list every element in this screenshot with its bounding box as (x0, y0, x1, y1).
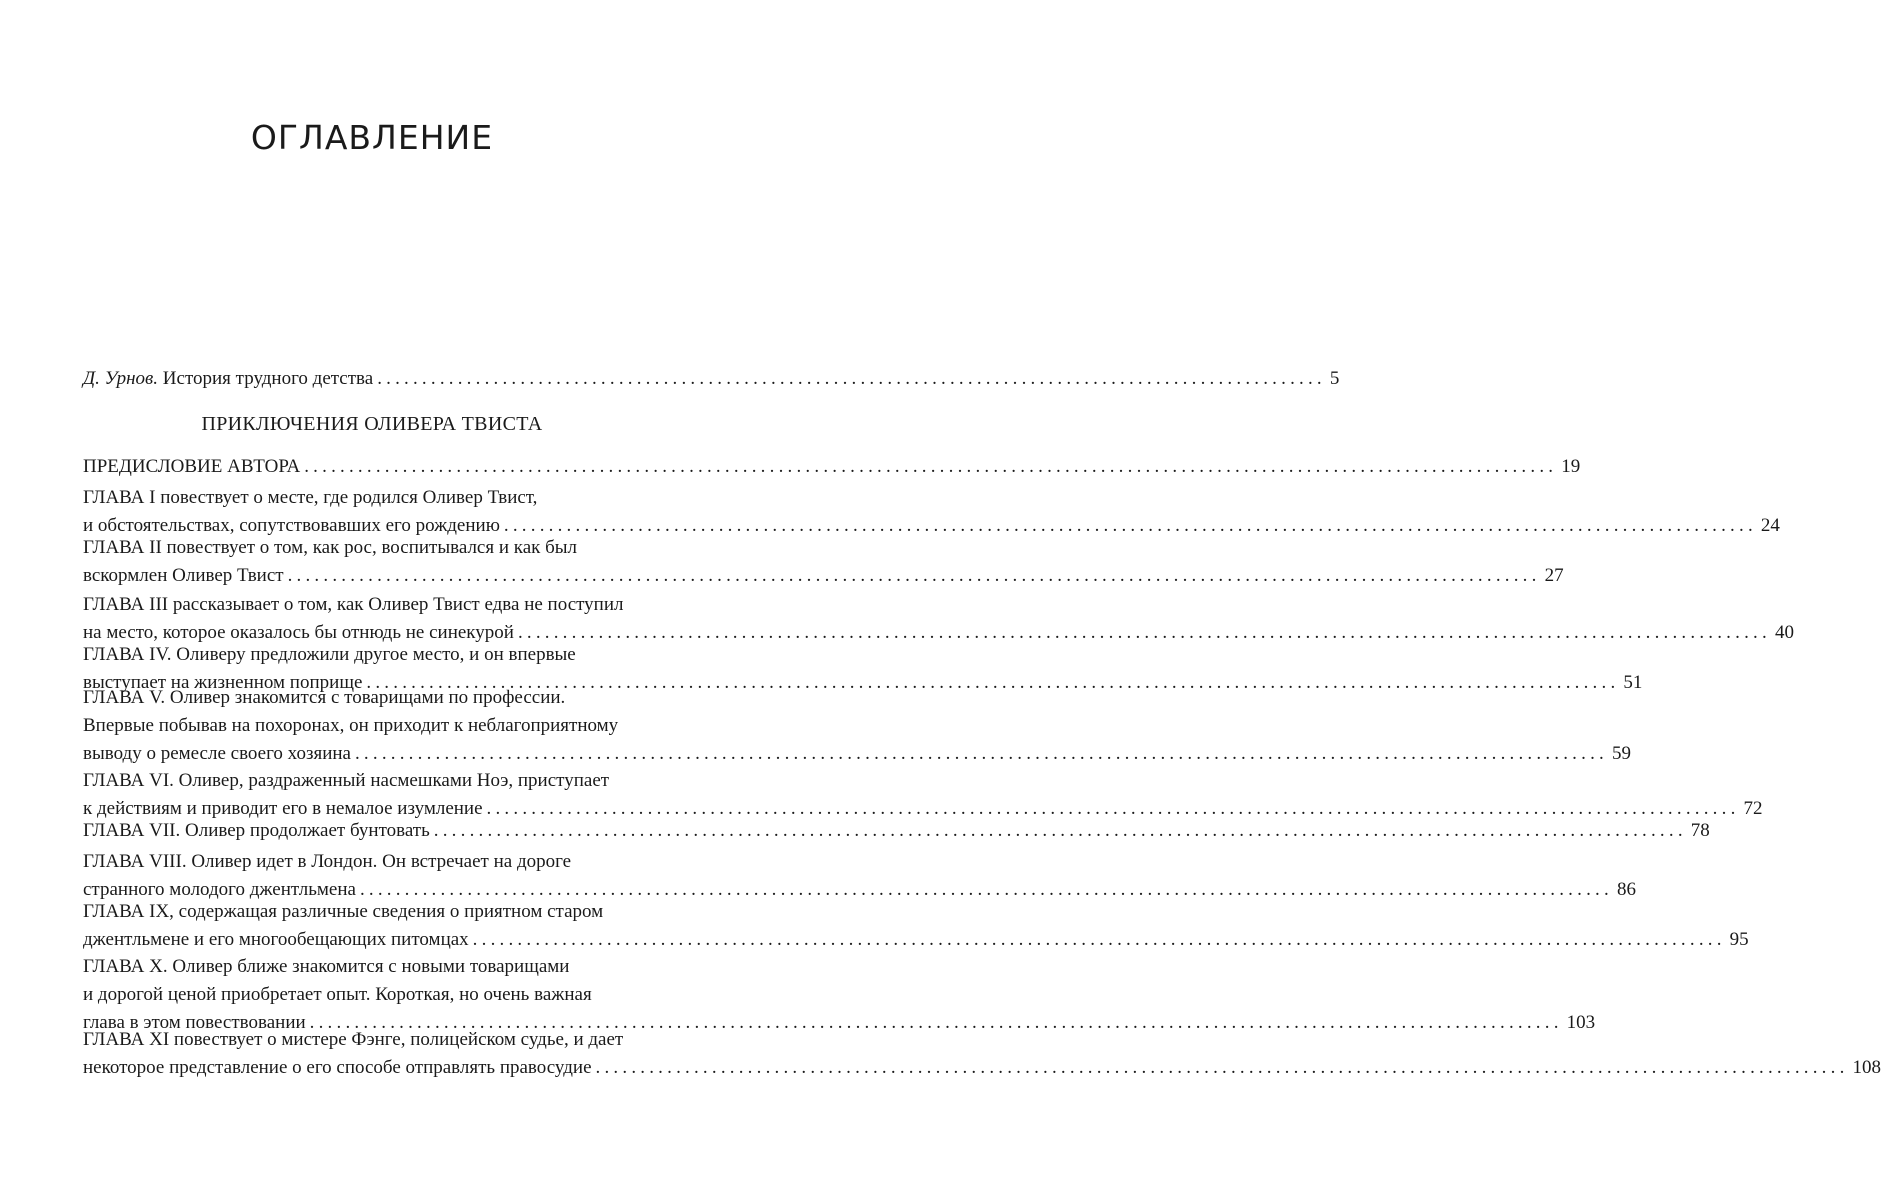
toc-entry-line: ГЛАВА V. Оливер знакомится с товарищами по профессии. (83, 687, 566, 708)
toc-page-number: 27 (1544, 565, 1564, 586)
leader-dots: ............................................................................................................................................ (366, 672, 1620, 693)
toc-entry-line: ГЛАВА X. Оливер ближе знакомится с новыми товарищами (83, 956, 570, 977)
leader-dots: ............................................................................................................................................ (595, 1057, 1849, 1078)
toc-entry-line: глава в этом повествовании (83, 1012, 306, 1033)
toc-page-number: 19 (1561, 456, 1581, 477)
toc-entry-line: ГЛАВА I повествует о месте, где родился Оливер Твист, (83, 487, 538, 508)
toc-entry-line: к действиям и приводит его в немалое изумление (83, 798, 483, 819)
toc-entry-line: и дорогой ценой приобретает опыт. Короткая, но очень важная (83, 984, 592, 1005)
toc-entry-line: ПРЕДИСЛОВИЕ АВТОРА (83, 456, 301, 477)
toc-entry[interactable] (83, 534, 1564, 590)
toc-entry-line: вскормлен Оливер Твист (83, 565, 284, 586)
toc-entry-line: ГЛАВА VI. Оливер, раздраженный насмешками Ноэ, приступает (83, 770, 610, 791)
intro-author: Д. Урнов. (83, 368, 159, 389)
toc-entry[interactable] (83, 848, 1636, 904)
toc-page-number: 5 (1329, 368, 1340, 389)
toc-entry-line: ГЛАВА IV. Оливеру предложили другое место, и он впервые (83, 644, 576, 665)
leader-dots: ............................................................................................................................................ (359, 879, 1613, 900)
leader-dots: ............................................................................................................................................ (287, 565, 1541, 586)
toc-entry[interactable] (83, 1026, 1881, 1082)
toc-page-number: 72 (1743, 798, 1763, 819)
toc-entry-line: Впервые побывав на похоронах, он приходит к неблагоприятному (83, 715, 619, 736)
toc-page-number: 95 (1729, 929, 1749, 950)
toc-page-number: 103 (1566, 1012, 1596, 1033)
toc-entry-line: ГЛАВА XI повествует о мистере Фэнге, полицейском судье, и дает (83, 1029, 624, 1050)
leader-dots: ............................................................................................................................................ (433, 820, 1687, 841)
toc-page-number: 86 (1616, 879, 1636, 900)
toc-entry[interactable] (83, 591, 1794, 647)
leader-dots: ............................................................................................................................................ (517, 622, 1771, 643)
toc-entry[interactable] (83, 817, 1710, 845)
toc-entry-line: странного молодого джентльмена (83, 879, 356, 900)
toc-entry[interactable] (83, 684, 1631, 768)
toc-page-number: 24 (1760, 515, 1780, 536)
leader-dots: ............................................................................................................................................ (472, 929, 1726, 950)
leader-dots: .......................................................................................................... (377, 368, 1326, 389)
toc-page-number: 78 (1690, 820, 1710, 841)
toc-entry-line: ГЛАВА III рассказывает о том, как Оливер Твист едва не поступил (83, 594, 624, 615)
leader-dots: ............................................................................................................................................ (503, 515, 1757, 536)
leader-dots: ............................................................................................................................................ (304, 456, 1558, 477)
toc-page-number: 108 (1852, 1057, 1881, 1078)
toc-entry-line: ГЛАВА VIII. Оливер идет в Лондон. Он встречает на дороге (83, 851, 572, 872)
toc-entry[interactable] (83, 453, 1581, 481)
toc-entry-line: некоторое представление о его способе отправлять правосудие (83, 1057, 592, 1078)
toc-entry-line: джентльмене и его многообещающих питомцах (83, 929, 469, 950)
toc-entry[interactable] (83, 767, 1763, 823)
toc-entry[interactable] (83, 898, 1749, 954)
toc-entry-line: ГЛАВА IX, содержащая различные сведения о приятном старом (83, 901, 604, 922)
leader-dots: ............................................................................................................................................ (309, 1012, 1563, 1033)
toc-entry[interactable] (83, 953, 1596, 1037)
section-title: ПРИКЛЮЧЕНИЯ ОЛИВЕРА ТВИСТА (201, 413, 543, 435)
toc-entry-line: ГЛАВА II повествует о том, как рос, воспитывался и как был (83, 537, 578, 558)
leader-dots: ............................................................................................................................................ (354, 743, 1608, 764)
toc-page-number: 40 (1774, 622, 1794, 643)
toc-entry-line: ГЛАВА VII. Оливер продолжает бунтовать (83, 820, 430, 841)
toc-entry-intro[interactable] (83, 365, 1340, 393)
page-title: ОГЛАВЛЕНИЕ (250, 118, 494, 157)
toc-entry[interactable] (83, 484, 1780, 540)
leader-dots: ............................................................................................................................................ (486, 798, 1740, 819)
toc-entry-line: и обстоятельствах, сопутствовавших его рождению (83, 515, 500, 536)
toc-page-number: 59 (1611, 743, 1631, 764)
toc-page-number: 51 (1623, 672, 1643, 693)
toc-entry-line: на место, которое оказалось бы отнюдь не синекурой (83, 622, 514, 643)
intro-text: История трудного детства (158, 368, 374, 389)
toc-entry-line: выводу о ремесле своего хозяина (83, 743, 351, 764)
toc-entry-line: выступает на жизненном поприще (83, 672, 363, 693)
